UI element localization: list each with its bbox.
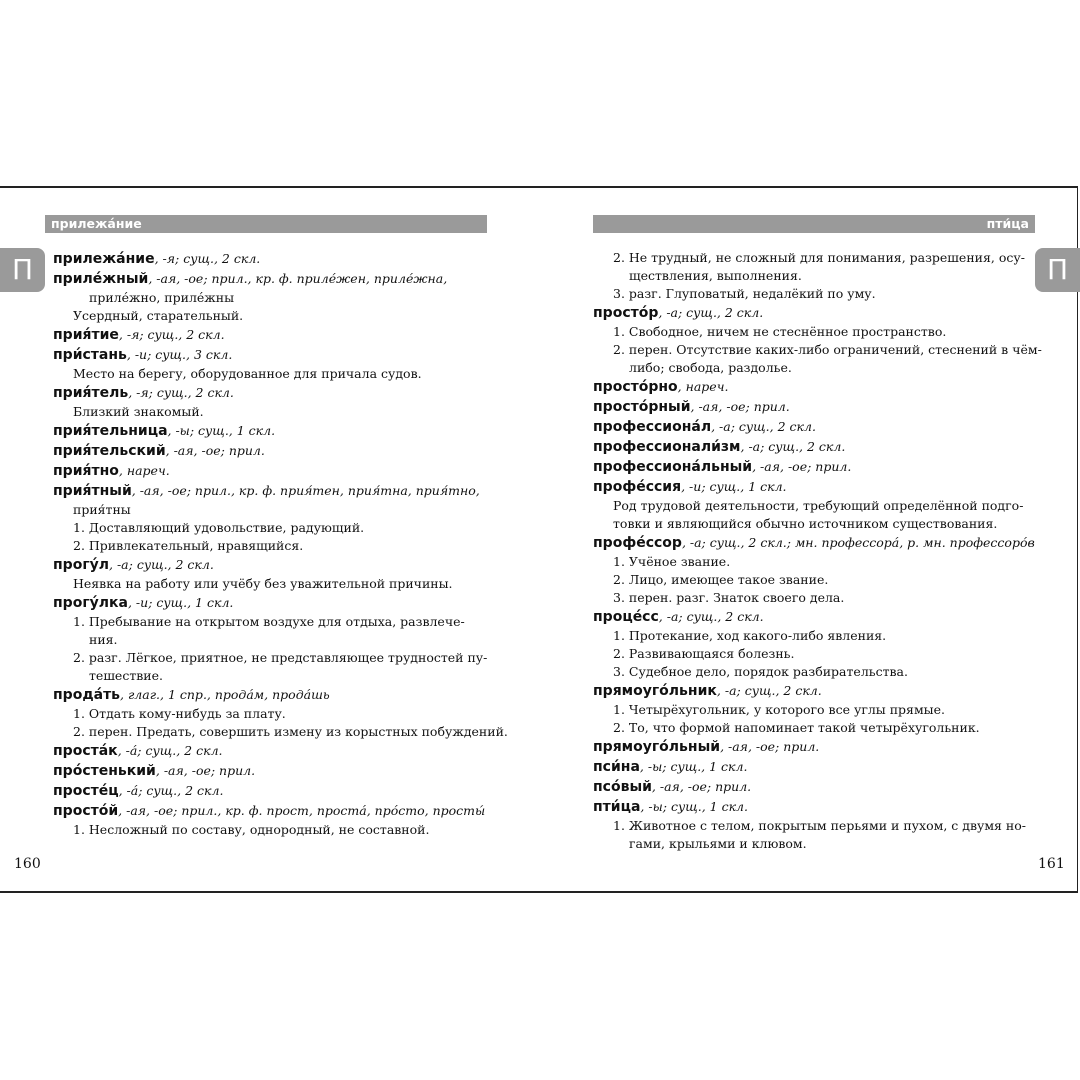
headword: простóй: [53, 803, 119, 819]
dictionary-entry: [593, 457, 1033, 477]
definition-line: 1. Животное с телом, покрытым перьями и пухом, с двумя но-: [613, 818, 1026, 833]
entry-head-line: [593, 417, 1033, 437]
letter-tab-left: П: [0, 248, 45, 292]
definition-line: 2. разг. Лёгкое, приятное, не представляющее трудностей пу-: [73, 650, 488, 665]
definition-line: 1. Доставляющий удовольствие, радующий.: [73, 520, 365, 535]
entry-head-line: [53, 781, 493, 801]
definition-line: 2. перен. Предать, совершить измену из корыстных побуждений.: [73, 724, 508, 739]
definition-line: прилéжно, прилéжны: [89, 290, 235, 305]
headword: при́стань: [53, 347, 127, 363]
grammar-note: , -ая, -ое; прил., кр. ф. прилéжен, прилéжна,: [148, 271, 448, 286]
grammar-note: , -я; сущ., 2 скл.: [128, 385, 234, 400]
definition-line: 2. Лицо, имеющее такое звание.: [613, 572, 829, 587]
grammar-note: , -а; сущ., 2 скл.: [658, 305, 764, 320]
definition-line: Усердный, старательный.: [73, 308, 244, 323]
dictionary-entry: [593, 607, 1033, 681]
grammar-note: , -и; сущ., 3 скл.: [126, 347, 233, 362]
headword: прилéжный: [53, 271, 149, 287]
headword: прямоугóльник: [593, 683, 717, 699]
grammar-note: , -á; сущ., 2 скл.: [118, 783, 224, 798]
headword: прямоугóльный: [593, 739, 721, 755]
entry-head-line: [53, 761, 493, 781]
grammar-note: , -ы; сущ., 1 скл.: [640, 799, 748, 814]
left-page-entries: [53, 249, 508, 839]
definition-line: 3. перен. разг. Знаток своего дела.: [613, 590, 845, 605]
definition-line: 2. Развивающаяся болезнь.: [613, 646, 795, 661]
entry-head-line: [593, 303, 1033, 323]
definition-line: 2. Привлекательный, нравящийся.: [73, 538, 304, 553]
dictionary-entry: [53, 383, 493, 421]
headword: простáк: [53, 743, 118, 759]
headword: простóрно: [593, 379, 678, 395]
headword: профессионáльный: [593, 459, 753, 475]
dictionary-entry: [593, 397, 1033, 417]
dictionary-entry: [593, 533, 1033, 607]
entry-head-line: [53, 441, 493, 461]
dictionary-entry: [593, 377, 1033, 397]
grammar-note: , -ая, -ое; прил.: [651, 779, 752, 794]
dictionary-entry: [593, 249, 1033, 303]
grammar-note: , -ая, -ое; прил.: [752, 459, 852, 474]
entry-head-line: [53, 421, 493, 441]
definition-line: 1. Пребывание на открытом воздухе для отдыха, развлече-: [73, 614, 465, 629]
dictionary-entry: [593, 777, 1033, 797]
definition-line: гами, крыльями и клювом.: [629, 836, 807, 851]
headword: прóстенький: [53, 763, 156, 779]
headword: псóвый: [593, 779, 652, 795]
entry-head-line: [593, 777, 1033, 797]
dictionary-entry: [53, 249, 493, 269]
letter-tab-right: П: [1035, 248, 1080, 292]
entry-head-line: [593, 607, 1033, 627]
headword: процéсс: [593, 609, 659, 625]
dictionary-entry: [53, 801, 493, 839]
dictionary-entry: [593, 437, 1033, 457]
grammar-note: , -а; сущ., 2 скл.: [740, 439, 846, 454]
definition-line: ния.: [89, 632, 118, 647]
grammar-note: , -а; сущ., 2 скл.: [716, 683, 822, 698]
headword: прия́тельский: [53, 443, 166, 459]
dictionary-entry: [53, 781, 493, 801]
grammar-note: , -ы; сущ., 1 скл.: [639, 759, 748, 774]
definition-line: 2. То, что формой напоминает такой четырёхугольник.: [613, 720, 980, 735]
dictionary-entry: [593, 417, 1033, 437]
headword: простóр: [593, 305, 659, 321]
entry-head-line: [53, 461, 493, 481]
definition-line: Место на берегу, оборудованное для причала судов.: [73, 366, 422, 381]
headword: прия́тный: [53, 483, 132, 499]
definition-line: ществления, выполнения.: [629, 268, 802, 283]
right-page-entries: [593, 249, 1042, 853]
headword: пси́на: [593, 759, 640, 775]
definition-line: Близкий знакомый.: [73, 404, 204, 419]
definition-line: 2. Не трудный, не сложный для понимания, разрешения, осу-: [613, 250, 1025, 265]
headword: прогу́лка: [53, 595, 128, 611]
entry-head-line: [53, 685, 493, 705]
entry-head-line: [593, 797, 1033, 817]
entry-head-line: [593, 397, 1033, 417]
entry-head-line: [593, 437, 1033, 457]
dictionary-entry: [53, 345, 493, 383]
grammar-note: , -и; сущ., 1 скл.: [681, 479, 787, 494]
definition-line: 1. Отдать кому-нибудь за плату.: [73, 706, 286, 721]
definition-line: 1. Свободное, ничем не стеснённое пространство.: [613, 324, 947, 339]
entry-head-line: [53, 325, 493, 345]
entry-head-line: [53, 249, 493, 269]
dictionary-entry: [593, 303, 1042, 377]
grammar-note: , -ая, -ое; прил.: [155, 763, 256, 778]
headword: прия́тие: [53, 327, 119, 343]
dictionary-entry: [53, 741, 493, 761]
page-number-right: 161: [1038, 856, 1065, 872]
grammar-note: , нареч.: [118, 463, 170, 478]
dictionary-entry: [53, 461, 493, 481]
headword: простéц: [53, 783, 119, 799]
dictionary-entry: [593, 681, 1033, 737]
headword: пти́ца: [593, 799, 641, 815]
grammar-note: , -а; сущ., 2 скл.: [658, 609, 764, 624]
grammar-note: , -ая, -ое; прил.: [720, 739, 820, 754]
entry-head-line: [593, 533, 1033, 553]
definition-line: прия́тны: [73, 502, 131, 517]
grammar-note: , -ая, -ое; прил., кр. ф. прост, простá, прóсто, просты́: [118, 803, 486, 818]
grammar-note: , -á; сущ., 2 скл.: [117, 743, 223, 758]
dictionary-entry: [53, 555, 493, 593]
headword: продáть: [53, 687, 121, 703]
entry-head-line: [53, 345, 493, 365]
dictionary-entry: [593, 757, 1033, 777]
entry-head-line: [53, 593, 493, 613]
grammar-note: , -а; сущ., 2 скл.: [109, 557, 214, 572]
entry-head-line: [593, 477, 1033, 497]
grammar-note: , -ая, -ое; прил., кр. ф. прия́тен, прия́тна, прия́тно,: [131, 483, 480, 498]
dictionary-entry: [53, 761, 493, 781]
dictionary-entry: [53, 269, 493, 325]
entry-head-line: [53, 269, 493, 289]
definition-line: 3. Судебное дело, порядок разбирательства.: [613, 664, 908, 679]
grammar-note: , -ая, -ое; прил.: [690, 399, 790, 414]
headword: простóрный: [593, 399, 691, 415]
running-head-right: пти́ца: [593, 215, 1035, 233]
definition-line: тешествие.: [89, 668, 163, 683]
grammar-note: , нареч.: [677, 379, 729, 394]
grammar-note: , -я; сущ., 2 скл.: [154, 251, 261, 266]
running-head-left: прилежáние: [45, 215, 487, 233]
entry-head-line: [593, 681, 1033, 701]
entry-head-line: [53, 801, 493, 821]
dictionary-entry: [53, 685, 508, 741]
grammar-note: , -и; сущ., 1 скл.: [127, 595, 234, 610]
headword: прилежáние: [53, 251, 155, 267]
entry-head-line: [53, 481, 493, 501]
definition-line: 1. Несложный по составу, однородный, не составной.: [73, 822, 430, 837]
headword: профессионáл: [593, 419, 712, 435]
headword: прия́тно: [53, 463, 119, 479]
headword: прия́тельница: [53, 423, 168, 439]
grammar-note: , -а; сущ., 2 скл.; мн. профессорá, р. мн. профессорóв: [681, 535, 1035, 550]
headword: профéссия: [593, 479, 682, 495]
definition-line: товки и являющийся обычно источником существования.: [613, 516, 998, 531]
page-number-left: 160: [14, 856, 41, 872]
dictionary-entry: [53, 325, 493, 345]
definition-line: либо; свобода, раздолье.: [629, 360, 792, 375]
definition-line: Род трудовой деятельности, требующий определённой подго-: [613, 498, 1024, 513]
dictionary-entry: [53, 481, 493, 555]
entry-head-line: [53, 741, 493, 761]
dictionary-entry: [53, 593, 493, 685]
entry-head-line: [593, 457, 1033, 477]
grammar-note: , -ы; сущ., 1 скл.: [167, 423, 276, 438]
grammar-note: , глаг., 1 спр., продáм, продáшь: [120, 687, 330, 702]
definition-line: 1. Учёное звание.: [613, 554, 731, 569]
entry-head-line: [593, 377, 1033, 397]
grammar-note: , -ая, -ое; прил.: [165, 443, 265, 458]
definition-line: Неявка на работу или учёбу без уважительной причины.: [73, 576, 453, 591]
dictionary-entry: [53, 441, 493, 461]
definition-line: 1. Протекание, ход какого-либо явления.: [613, 628, 887, 643]
entry-head-line: [593, 737, 1033, 757]
entry-head-line: [593, 757, 1033, 777]
dictionary-entry: [593, 797, 1033, 853]
definition-line: 1. Четырёхугольник, у которого все углы прямые.: [613, 702, 945, 717]
headword: прогу́л: [53, 557, 110, 573]
headword: прия́тель: [53, 385, 129, 401]
headword: профессионали́зм: [593, 439, 741, 455]
entry-head-line: [53, 383, 493, 403]
dictionary-entry: [593, 477, 1033, 533]
entry-head-line: [53, 555, 493, 575]
dictionary-entry: [53, 421, 493, 441]
grammar-note: , -а; сущ., 2 скл.: [711, 419, 816, 434]
grammar-note: , -я; сущ., 2 скл.: [118, 327, 225, 342]
definition-line: 2. перен. Отсутствие каких-либо ограничений, стеснений в чём-: [613, 342, 1042, 357]
definition-line: 3. разг. Глуповатый, недалёкий по уму.: [613, 286, 876, 301]
dictionary-entry: [593, 737, 1033, 757]
headword: профéссор: [593, 535, 682, 551]
